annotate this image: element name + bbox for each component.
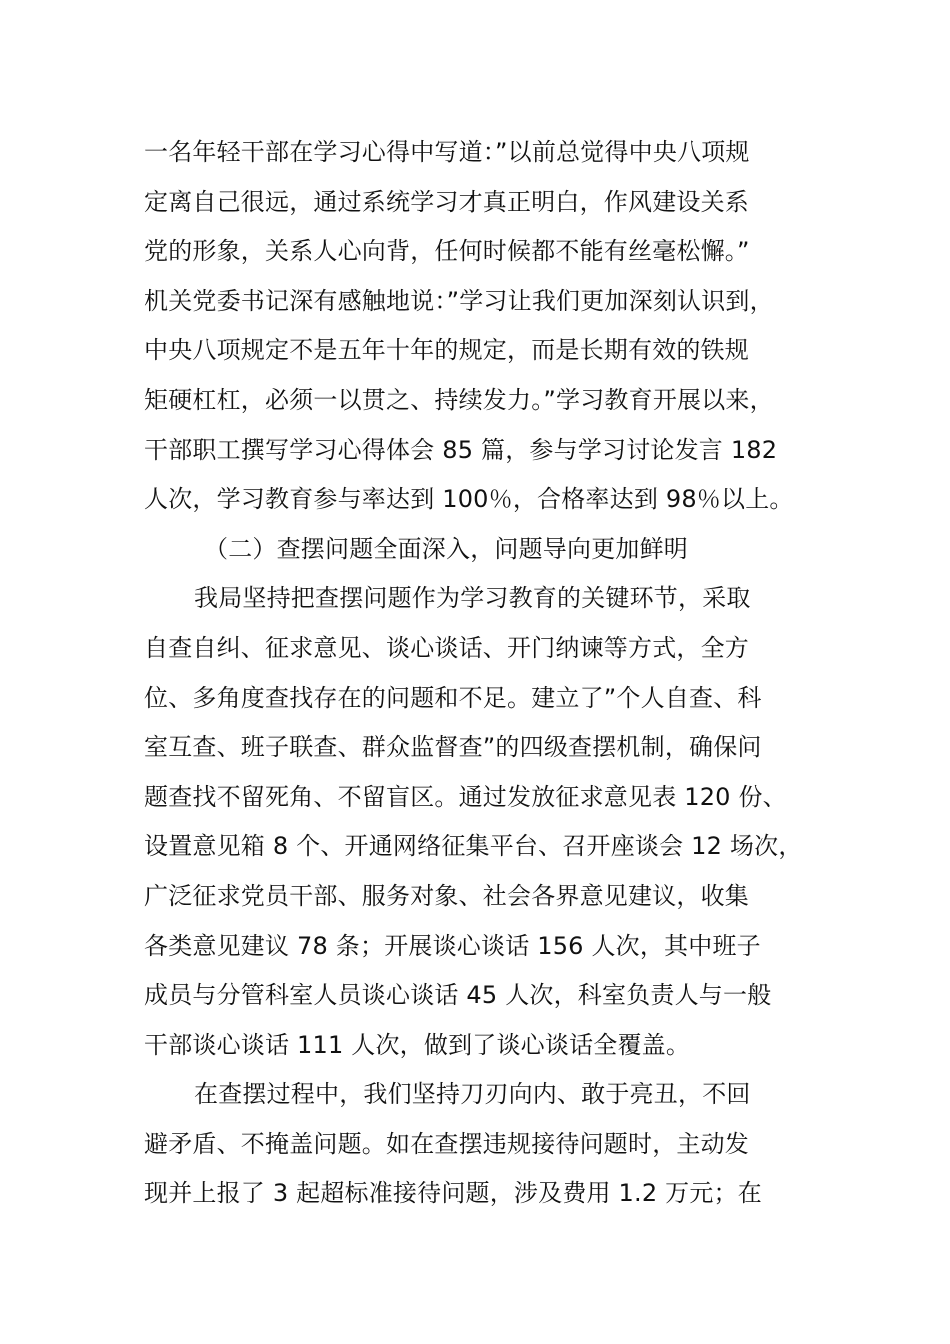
text-line: 题查找不留死角、不留盲区。通过发放征求意见表 120 份、 <box>144 782 787 811</box>
text-line: 干部职工撰写学习心得体会 85 篇，参与学习讨论发言 182 <box>144 435 778 464</box>
text-line: 定离自己很远，通过系统学习才真正明白，作风建设关系 <box>144 187 749 216</box>
paragraph-first-line: 我局坚持把查摆问题作为学习教育的关键环节，采取 <box>194 584 751 613</box>
text-line: 广泛征求党员干部、服务对象、社会各界意见建议，收集 <box>144 881 749 910</box>
text-line: 室互查、班子联查、群众监督查”的四级查摆机制，确保问 <box>144 733 762 762</box>
text-line: 现并上报了 3 起超标准接待问题，涉及费用 1.2 万元；在 <box>144 1179 762 1208</box>
text-line: 避矛盾、不掩盖问题。如在查摆违规接待问题时，主动发 <box>144 1129 749 1158</box>
text-line: 成员与分管科室人员谈心谈话 45 人次，科室负责人与一般 <box>144 981 772 1010</box>
document-body <box>144 128 834 1219</box>
text-line: 党的形象，关系人心向背，任何时候都不能有丝毫松懈。” <box>144 237 750 266</box>
text-line: 一名年轻干部在学习心得中写道：”以前总觉得中央八项规 <box>144 138 750 166</box>
text-line: 自查自纠、征求意见、谈心谈话、开门纳谏等方式，全方 <box>144 633 749 662</box>
paragraph-first-line: 在查摆过程中，我们坚持刀刃向内、敢于亮丑，不回 <box>194 1080 751 1109</box>
section-heading: （二）查摆问题全面深入，问题导向更加鲜明 <box>204 534 688 563</box>
text-line: 各类意见建议 78 条；开展谈心谈话 156 人次，其中班子 <box>144 931 761 960</box>
text-line: 干部谈心谈话 111 人次，做到了谈心谈话全覆盖。 <box>144 1030 691 1059</box>
text-line: 设置意见箱 8 个、开通网络征集平台、召开座谈会 12 场次， <box>144 832 803 861</box>
text-line: 机关党委书记深有感触地说：”学习让我们更加深刻认识到， <box>144 286 774 315</box>
text-line: 矩硬杠杠，必须一以贯之、持续发力。”学习教育开展以来， <box>144 385 774 414</box>
text-line: 位、多角度查找存在的问题和不足。建立了”个人自查、科 <box>144 683 762 712</box>
text-line: 人次，学习教育参与率达到 100％，合格率达到 98％以上。 <box>144 485 794 514</box>
text-line: 中央八项规定不是五年十年的规定，而是长期有效的铁规 <box>144 336 749 365</box>
